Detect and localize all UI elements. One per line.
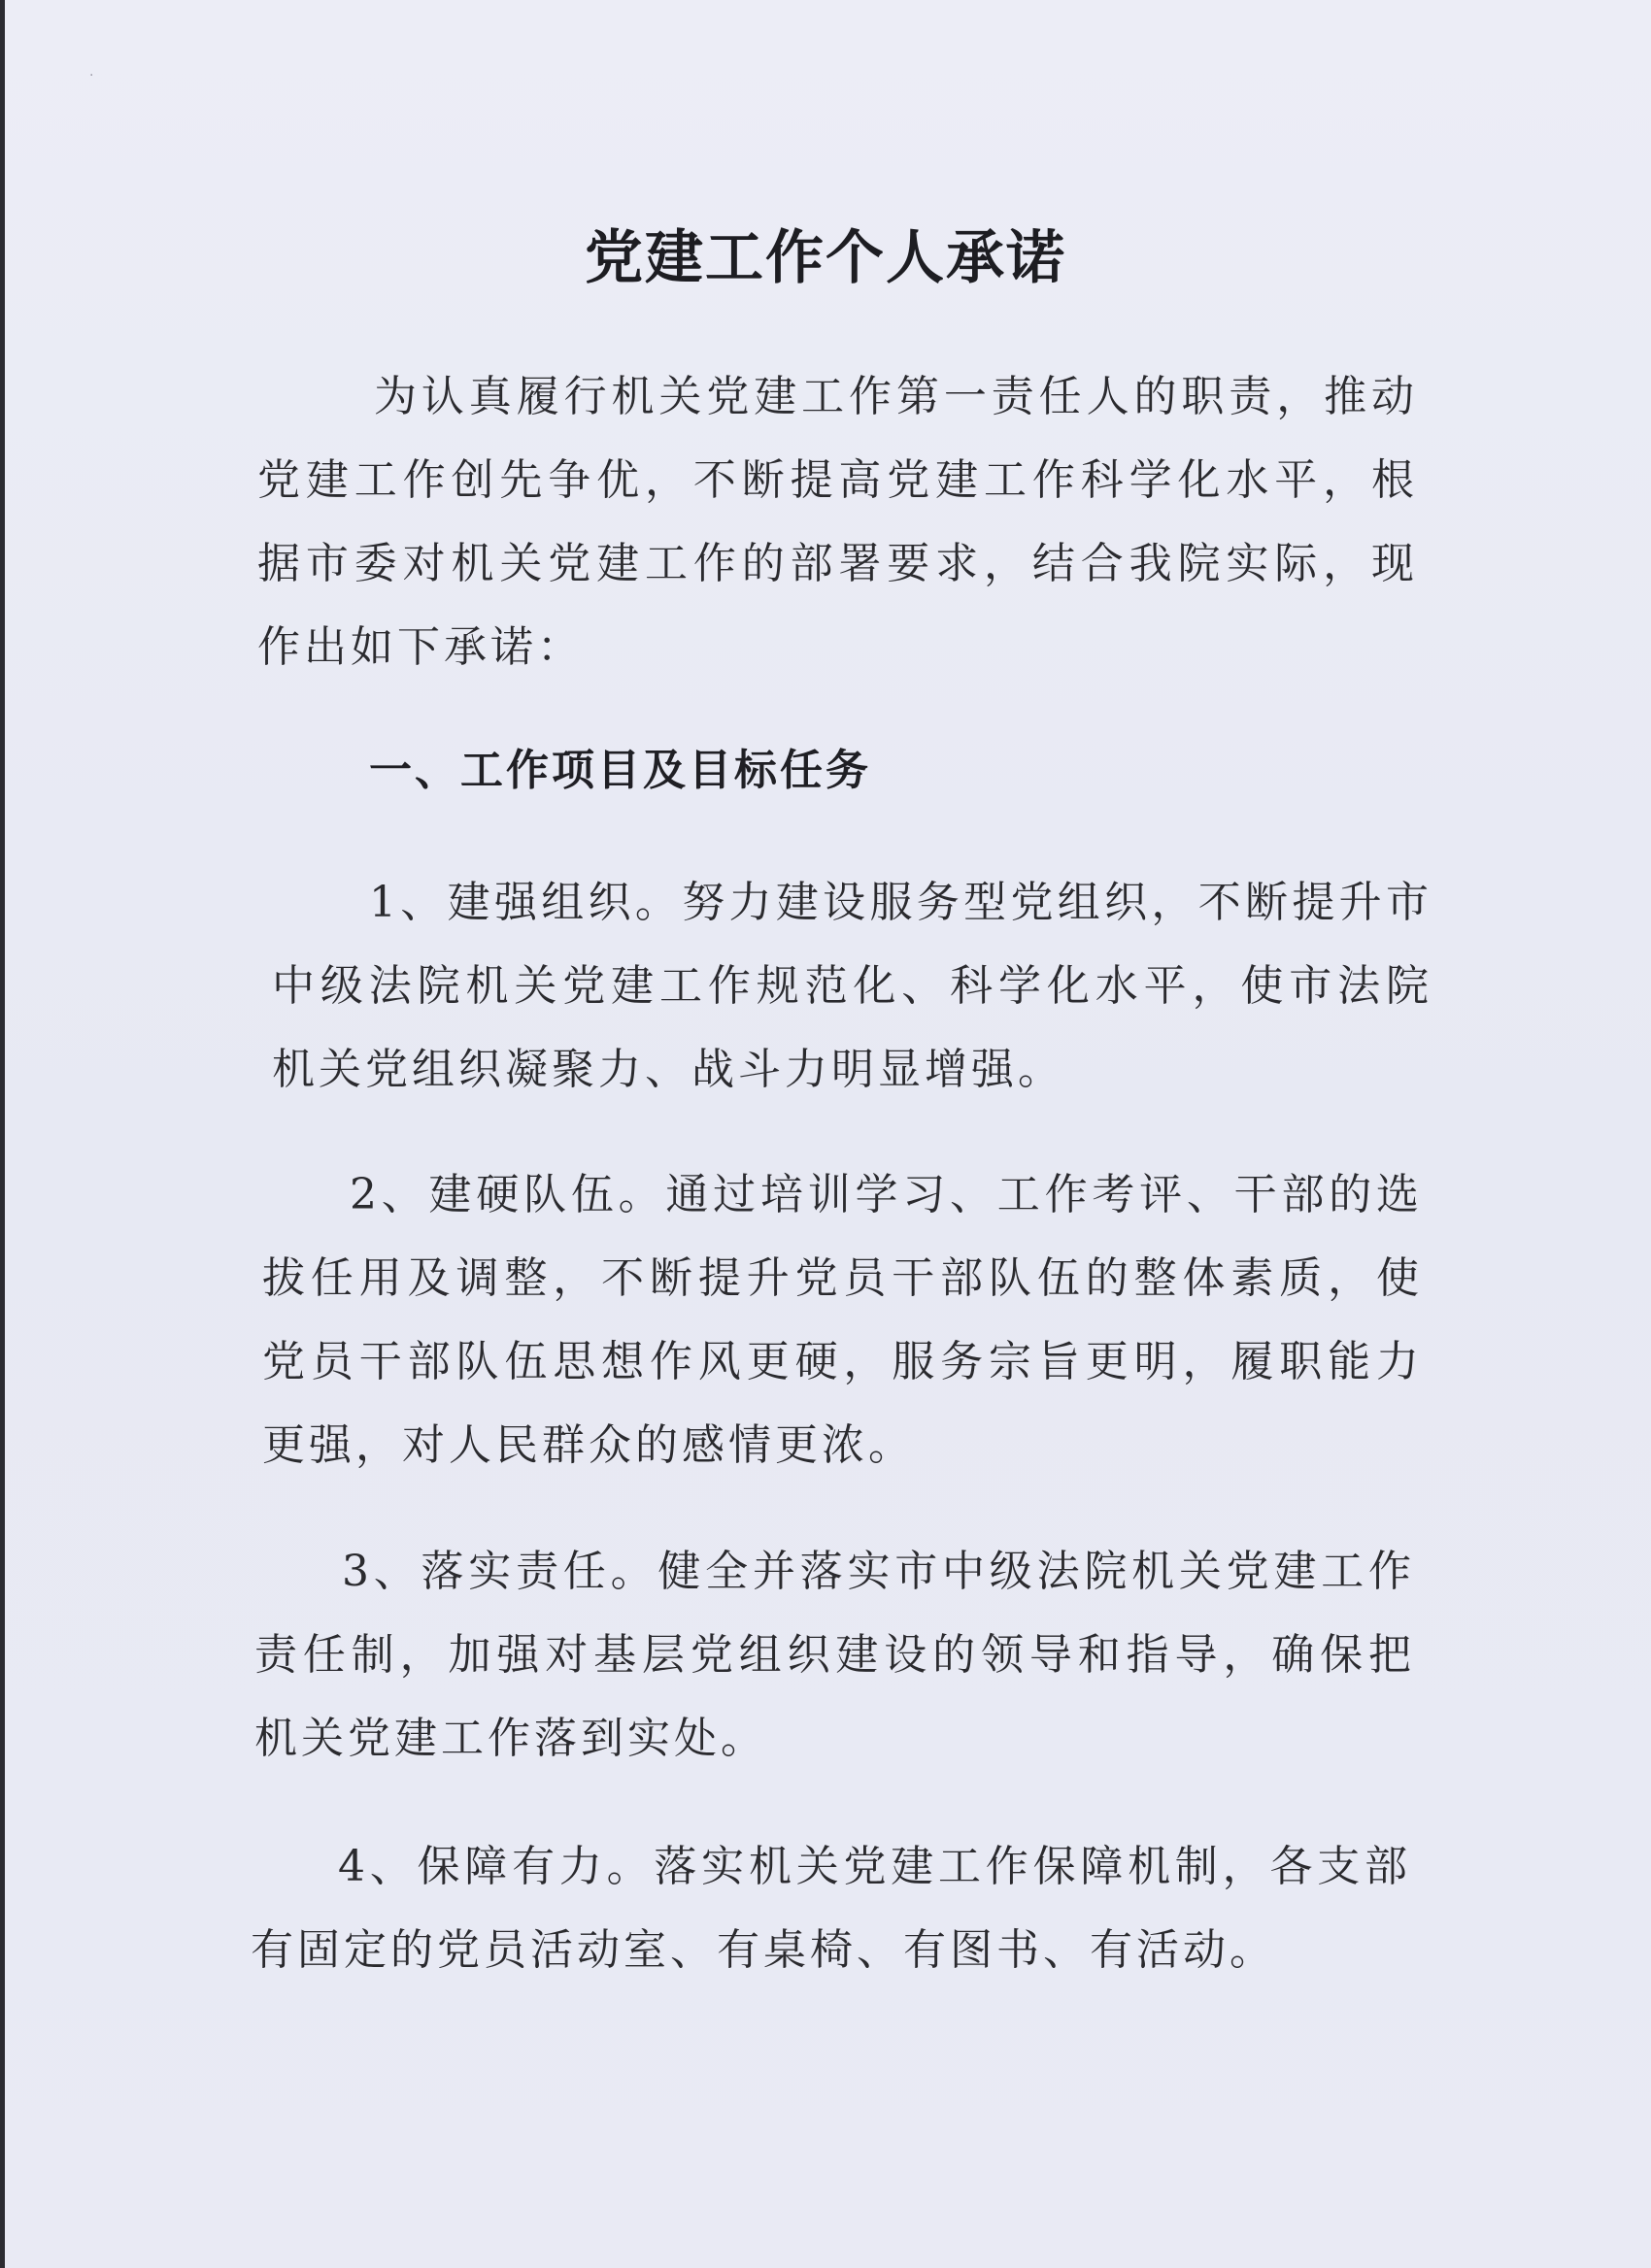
item-paragraph-1: 1、建强组织。努力建设服务型党组织，不断提升市中级法院机关党建工作规范化、科学化水平，使市法院机关党组织凝聚力、战斗力明显增强。 <box>272 878 1432 1094</box>
intro-paragraph: 为认真履行机关党建工作第一责任人的职责，推动党建工作创先争优，不断提高党建工作科学化水平，根据市委对机关党建工作的部署要求，结合我院实际，现作出如下承诺： <box>257 372 1418 672</box>
item-paragraph-3: 3、落实责任。健全并落实市中级法院机关党建工作责任制，加强对基层党组织建设的领导和指导，确保把机关党建工作落到实处。 <box>254 1547 1415 1763</box>
item-paragraph-2: 2、建硬队伍。通过培训学习、工作考评、干部的选拔任用及调整，不断提升党员干部队伍的整体素质，使党员干部队伍思想作风更硬，服务宗旨更明，履职能力更强，对人民群众的感情更浓。 <box>262 1170 1423 1470</box>
scan-speck: · <box>89 68 94 83</box>
item-paragraph-4: 4、保障有力。落实机关党建工作保障机制，各支部有固定的党员活动室、有桌椅、有图书、有活动。 <box>251 1842 1411 1975</box>
scan-left-edge <box>0 0 5 2268</box>
section-heading: 一、工作项目及目标任务 <box>369 746 871 795</box>
document-title: 党建工作个人承诺 <box>585 224 1066 292</box>
